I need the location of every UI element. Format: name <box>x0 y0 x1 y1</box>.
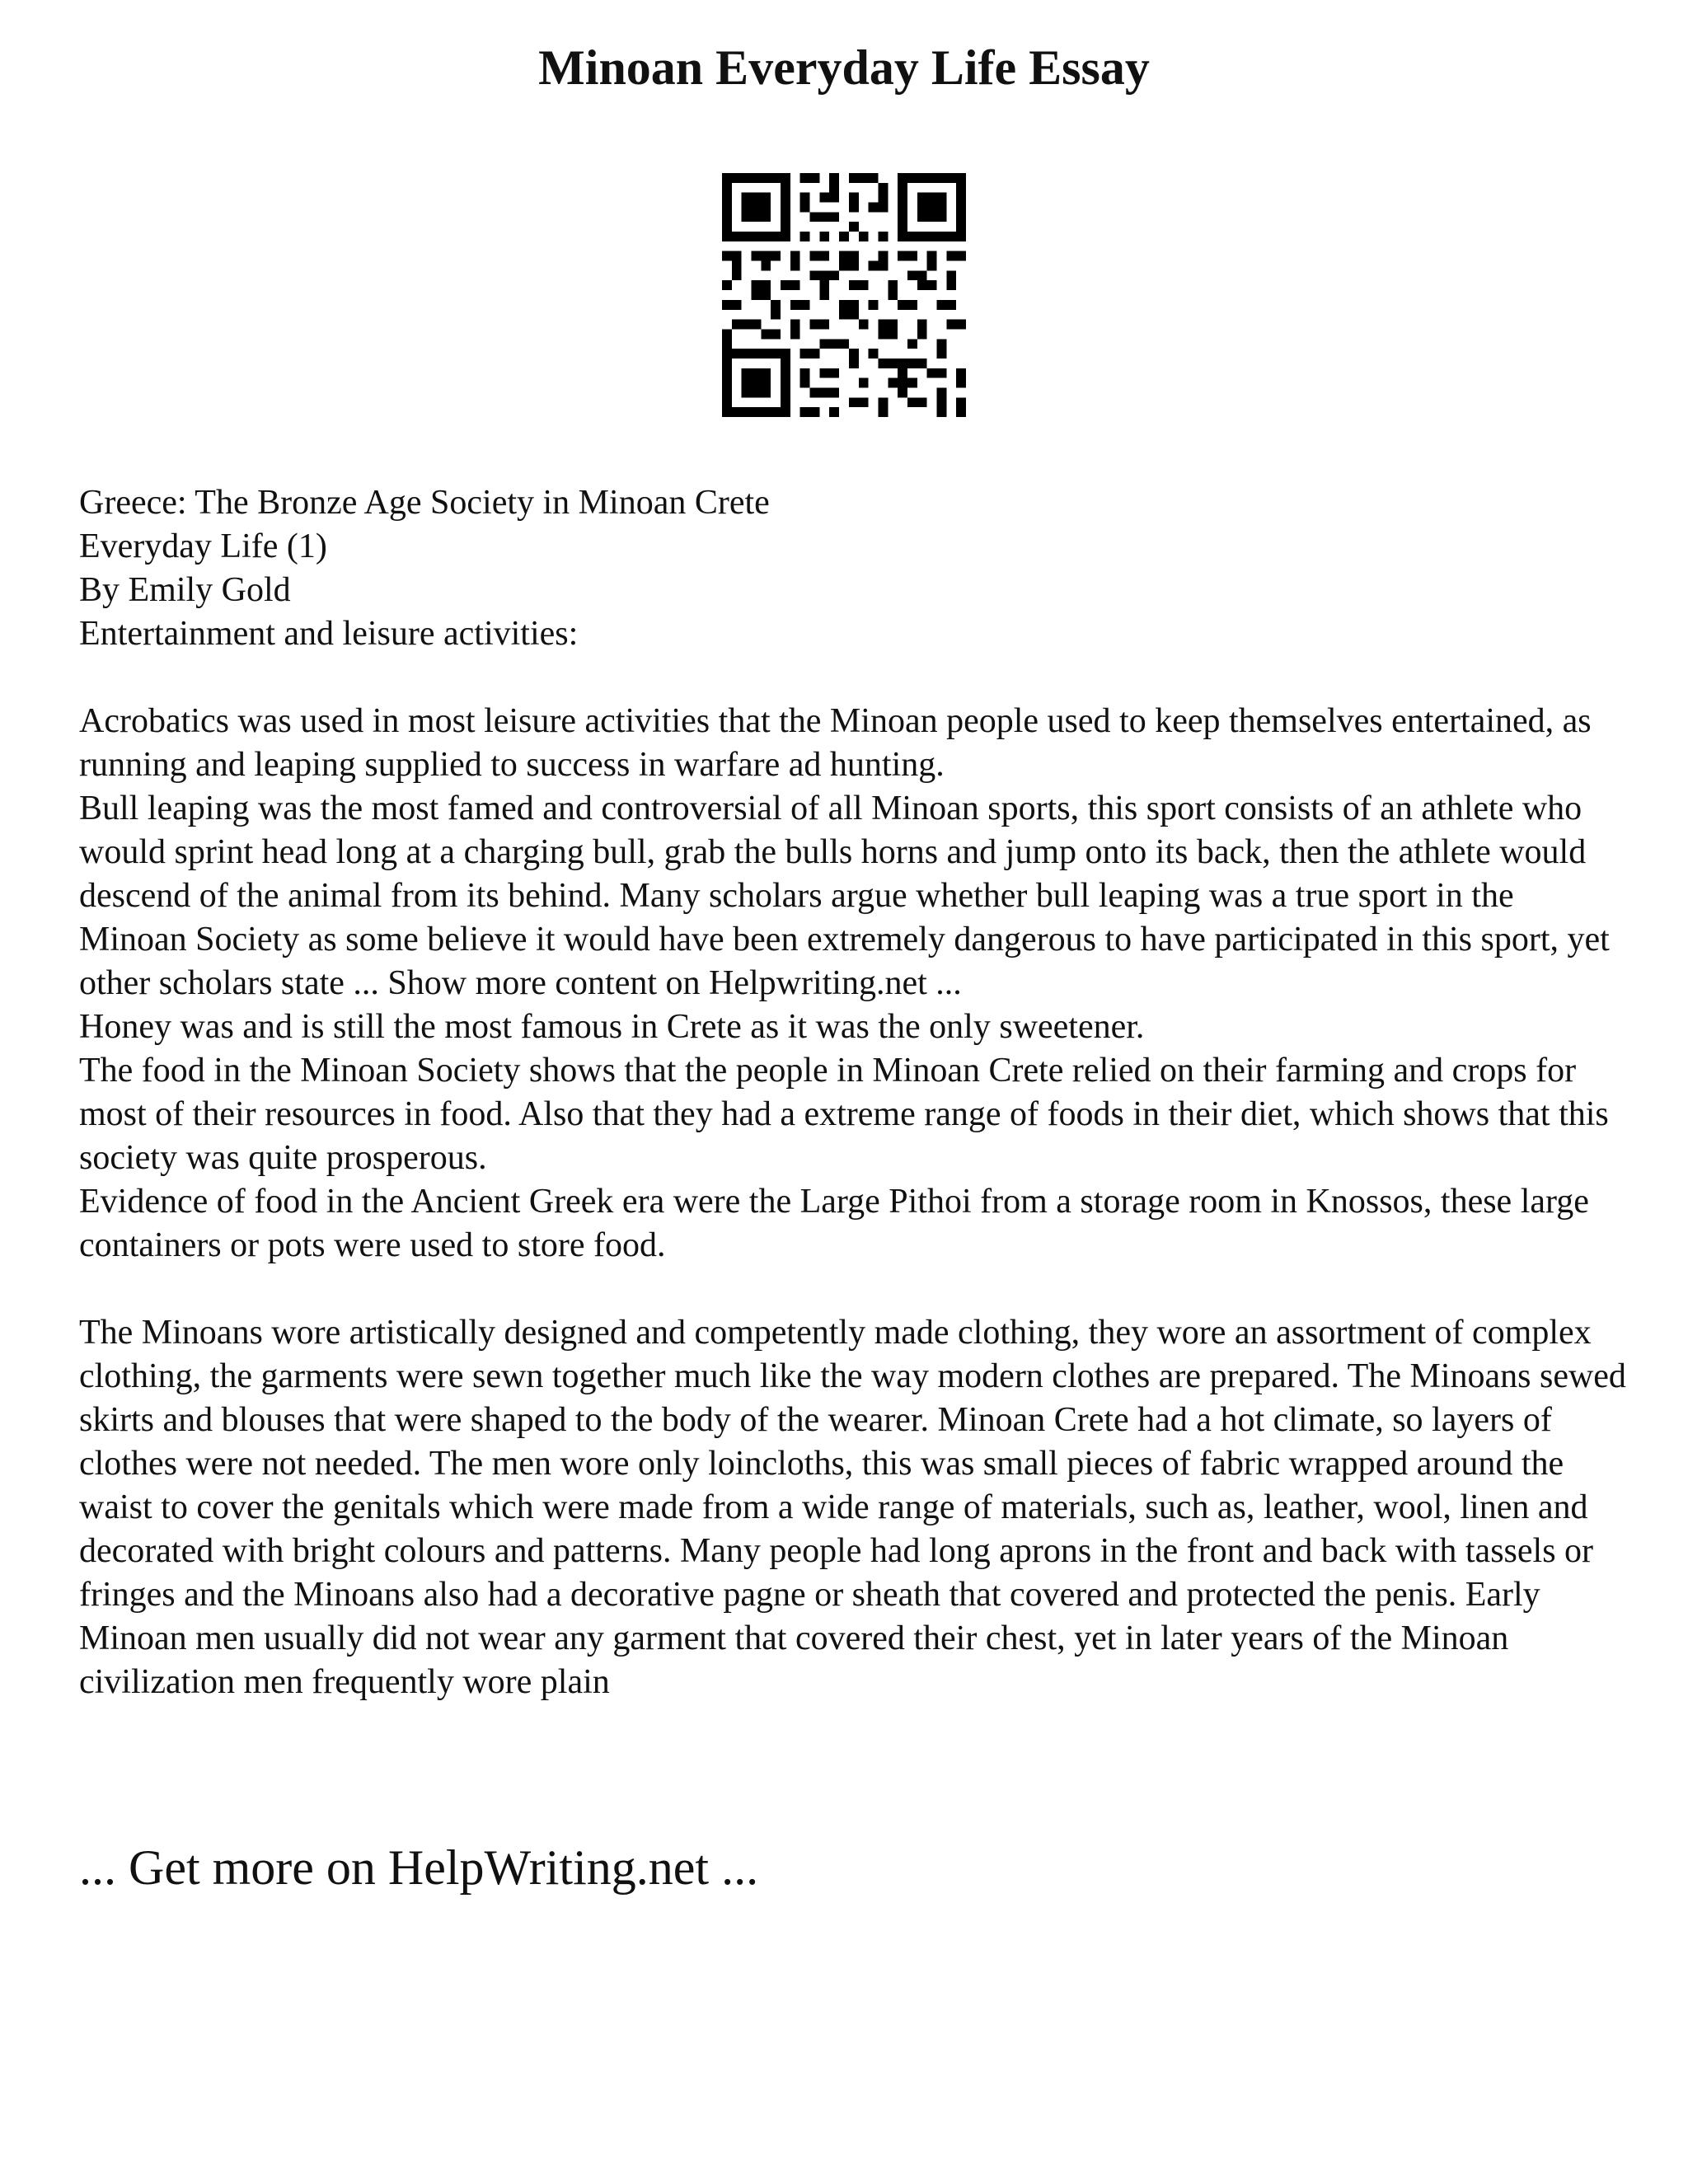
paragraph: Bull leaping was the most famed and controversial of all Minoan sports, this sport consists of an athlete who would sprint head long at a charging bull, grab the bulls horns and jump onto its back, then the athlete would descend of the animal from its behind. Many scholars argue whether bull leaping was a true sport in the Minoan Society as some believe it would have been extremely dangerous to have participated in this sport, yet other scholars state ... Show more content on Helpwriting.net ... <box>79 790 1610 1002</box>
paragraph: The Minoans wore artistically designed and competently made clothing, they wore an assortment of complex clothing, the garments were sewn together much like the way modern clothes are prepared. The Minoans sewed skirts and blouses that were shaped to the body of the wearer. Minoan Crete had a hot climate, so layers of clothes were not needed. The men wore only loincloths, this was small pieces of fabric wrapped around the waist to cover the genitals which were made from a wide range of materials, such as, leather, wool, linen and decorated with bright colours and patterns. Many people had long aprons in the front and back with tassels or fringes and the Minoans also had a decorative pagne or sheath that covered and protected the penis. Early Minoan men usually did not wear any garment that covered their chest, yet in later years of the Minoan civilization men frequently wore plain <box>79 1314 1626 1701</box>
essay-body <box>79 481 1629 1704</box>
essay-subtitle: Greece: The Bronze Age Society in Minoan Crete <box>79 484 770 522</box>
paragraph-gap <box>79 1268 1629 1311</box>
paragraph-gap <box>79 656 1629 700</box>
page-title: Minoan Everyday Life Essay <box>538 40 1150 95</box>
paragraph: The food in the Minoan Society shows that the people in Minoan Crete relied on their farming and crops for most of their resources in food. Also that they had a extreme range of foods in their diet, which shows that this society was quite prosperous. <box>79 1052 1609 1177</box>
paragraph: Acrobatics was used in most leisure activities that the Minoan people used to keep themselves entertained, as running and leaping supplied to success in warfare ad hunting. <box>79 702 1592 784</box>
get-more-link[interactable]: ... Get more on HelpWriting.net ... <box>79 1840 759 1895</box>
essay-topic-heading: Entertainment and leisure activities: <box>79 615 579 653</box>
qr-code-icon <box>722 173 966 417</box>
essay-section: Everyday Life (1) <box>79 527 327 565</box>
essay-author: By Emily Gold <box>79 571 291 609</box>
paragraph: Honey was and is still the most famous in Crete as it was the only sweetener. <box>79 1008 1145 1046</box>
paragraph: Evidence of food in the Ancient Greek era were the Large Pithoi from a storage room in Knossos, these large containers or pots were used to store food. <box>79 1183 1589 1264</box>
